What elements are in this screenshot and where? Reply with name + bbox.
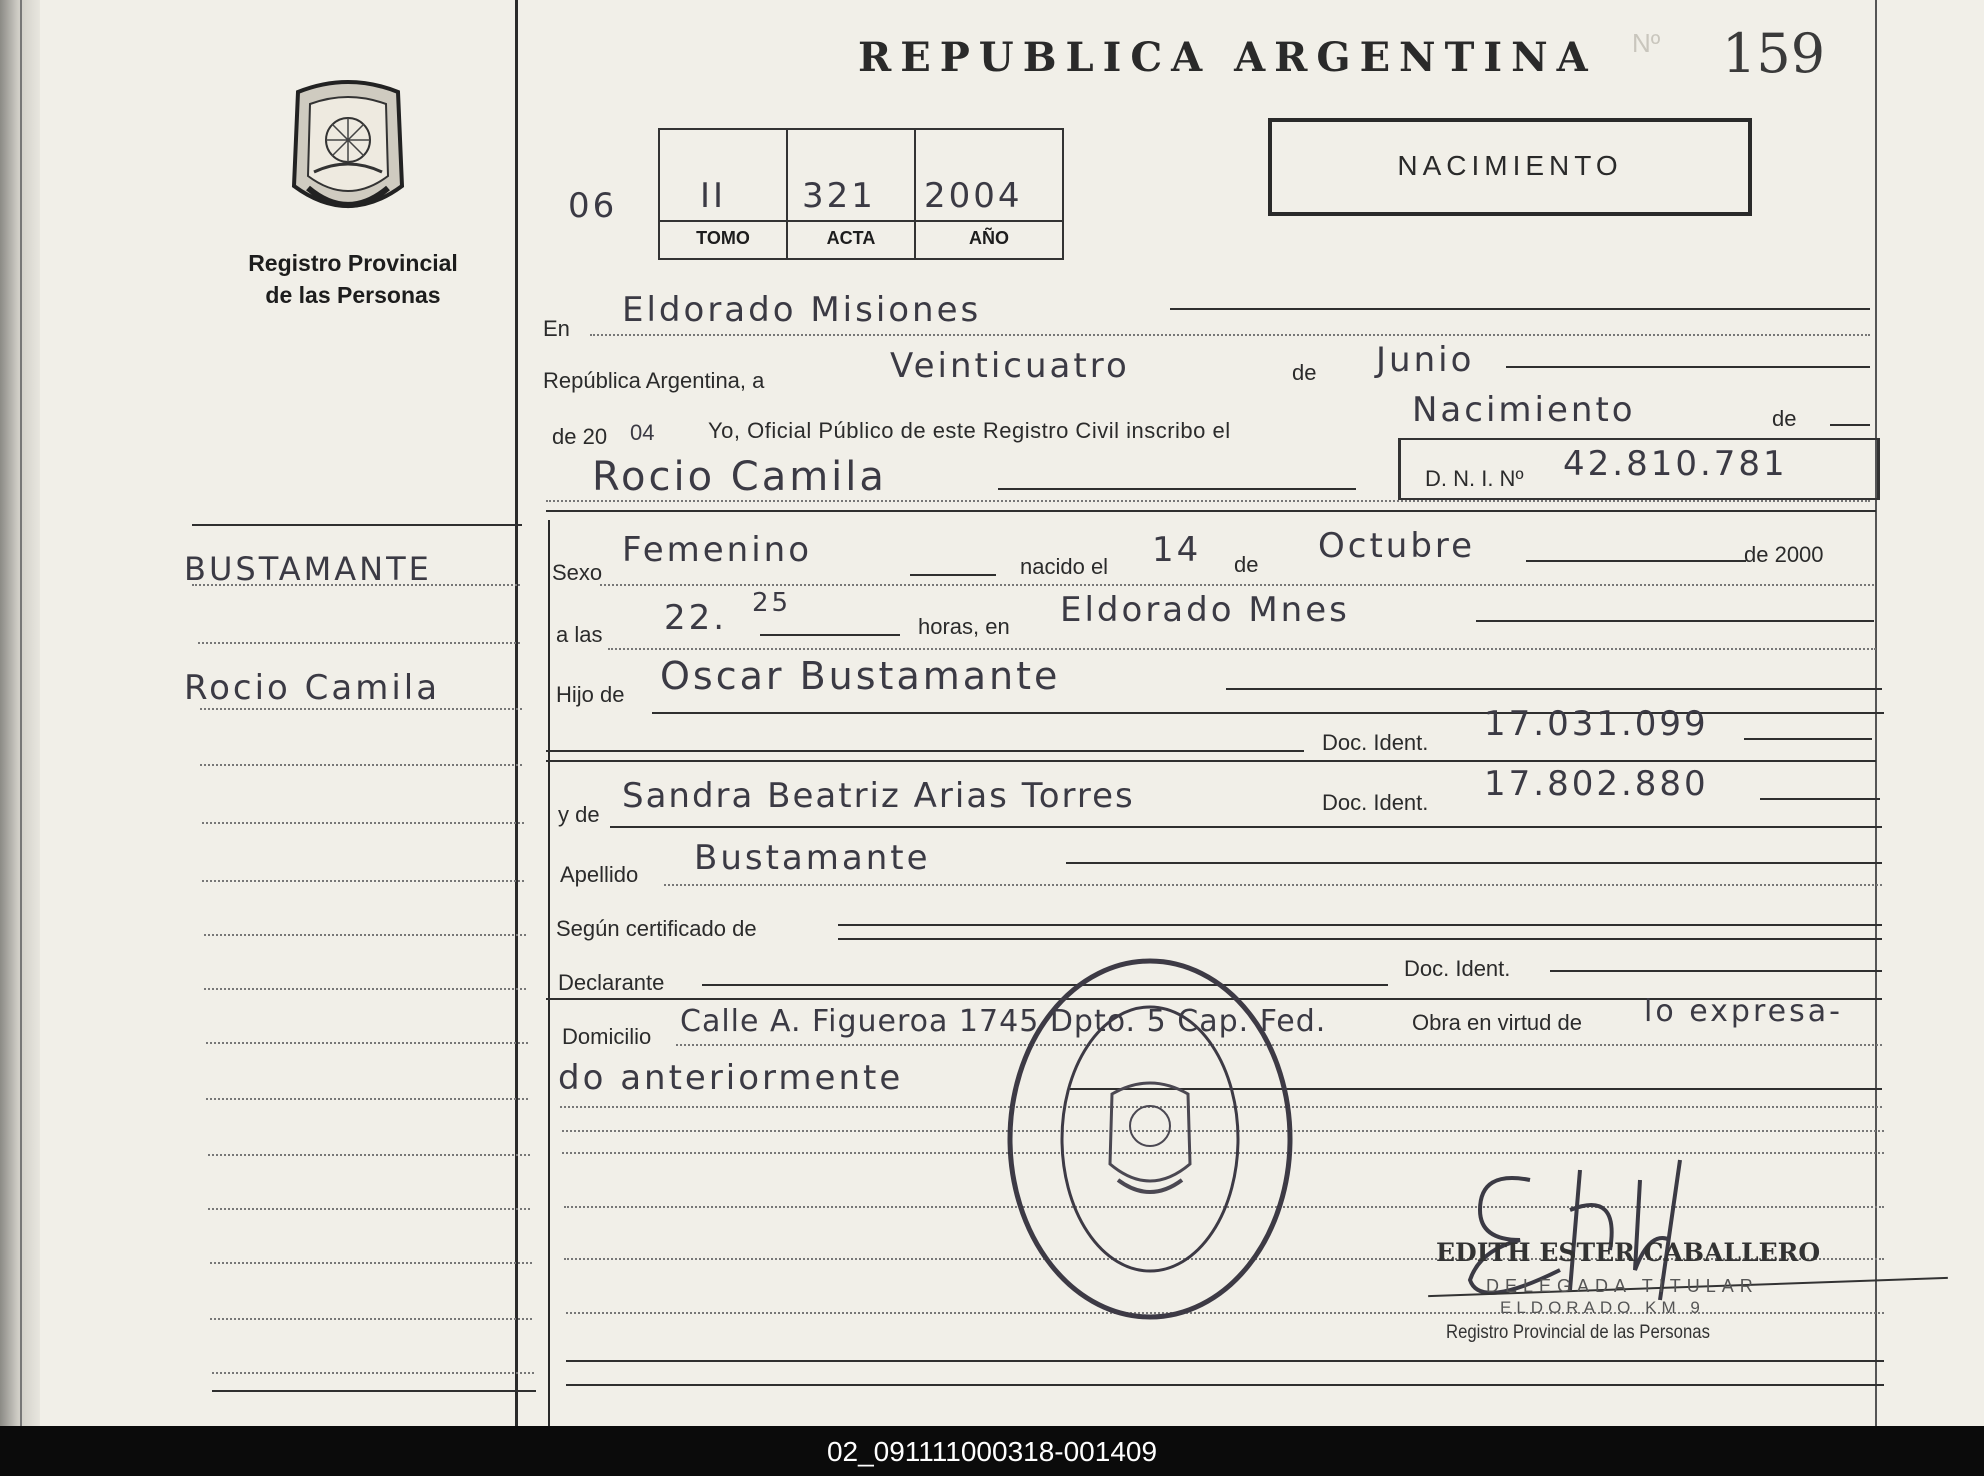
- horas-label: horas, en: [918, 614, 1010, 639]
- registry-name-line1: Registro Provincial: [248, 250, 458, 276]
- sexo-dotted: [600, 584, 1874, 586]
- sidebar-dot-11: [208, 1154, 530, 1156]
- acta-value: 321: [802, 176, 876, 216]
- tomo-value: II: [700, 176, 727, 216]
- sidebar-dot-3: [200, 708, 522, 710]
- declarante-label: Declarante: [558, 970, 665, 995]
- father-doc-label: Doc. Ident.: [1322, 730, 1429, 755]
- sidebar-dot-10: [206, 1098, 528, 1100]
- mother-rule: [610, 826, 1882, 828]
- obra-value-1: lo expresa-: [1644, 994, 1843, 1029]
- segun-line-2: [838, 938, 1882, 940]
- birth-day: 14: [1152, 530, 1202, 570]
- dni-label: D. N. I. Nº: [1425, 466, 1524, 491]
- birth-year-label: de 2000: [1744, 542, 1824, 567]
- dni-value: 42.810.781: [1563, 444, 1788, 484]
- declarante-doc-label: Doc. Ident.: [1404, 956, 1511, 981]
- sidebar-dot-7: [204, 934, 526, 936]
- en-line: [1170, 308, 1870, 310]
- segun-line-1: [838, 924, 1882, 926]
- father-bottom-rule: [546, 760, 1876, 762]
- ano-value: 2004: [924, 176, 1023, 216]
- a-las-label: a las: [556, 622, 603, 647]
- sidebar-dot-13: [210, 1262, 532, 1264]
- en-label: En: [543, 316, 570, 341]
- statement: Yo, Oficial Público de este Registro Civil inscribo el: [708, 418, 1231, 443]
- stamp-number: Nº: [1632, 28, 1661, 58]
- page-number: 159: [1722, 22, 1826, 85]
- sidebar-dot-15: [212, 1372, 534, 1374]
- birth-month: Octubre: [1318, 526, 1476, 566]
- declarante-doc-line: [1550, 970, 1882, 972]
- hour-value: 22.: [664, 598, 728, 638]
- sidebar-dot-4: [200, 764, 522, 766]
- month-line: [1506, 366, 1870, 368]
- sidebar-dot-5: [202, 822, 524, 824]
- day-value: Veinticuatro: [890, 346, 1130, 386]
- signatory-registry: Registro Provincial de las Personas: [1446, 1322, 1710, 1343]
- bottom-rule-2: [566, 1384, 1884, 1386]
- inscribe-value: Nacimiento: [1412, 390, 1636, 430]
- segun-label: Según certificado de: [556, 916, 757, 941]
- name-line: [998, 488, 1356, 490]
- father-line: [1226, 688, 1882, 690]
- de-label-2: de: [1772, 406, 1797, 431]
- name-rule: [546, 510, 1876, 512]
- bottom-rule-1: [566, 1360, 1884, 1362]
- birth-line: [1526, 560, 1746, 562]
- apellido-value: Bustamante: [694, 838, 931, 878]
- acta-label: ACTA: [826, 228, 876, 248]
- signatory-title: DELEGADA TITULAR: [1486, 1276, 1759, 1296]
- sidebar-surname: BUSTAMANTE: [184, 550, 432, 588]
- hour-line: [760, 634, 900, 636]
- apellido-line: [1066, 862, 1882, 864]
- signatory-name: EDITH ESTER CABALLERO: [1436, 1238, 1821, 1267]
- record-type: NACIMIENTO: [1397, 150, 1623, 181]
- year-prefix: de 20: [552, 424, 608, 449]
- binding-edge: [20, 0, 22, 1426]
- name-value: Rocio Camila: [592, 454, 887, 500]
- mother-doc-label: Doc. Ident.: [1322, 790, 1429, 815]
- column-divider-left: [515, 0, 518, 1426]
- year-suffix: 04: [630, 420, 655, 445]
- place-dotted: [608, 648, 1876, 650]
- republica-label: República Argentina, a: [543, 368, 765, 393]
- sidebar-dot-8: [204, 988, 526, 990]
- place-line: [1476, 620, 1874, 622]
- sidebar-dot-2: [198, 642, 520, 644]
- registry-seal: [1000, 954, 1300, 1324]
- signatory-office: ELDORADO KM 9: [1500, 1298, 1705, 1317]
- apellido-label: Apellido: [560, 862, 639, 887]
- sidebar-rule: [192, 524, 522, 526]
- sidebar-dot-12: [208, 1208, 530, 1210]
- apellido-dotted: [664, 884, 1882, 886]
- father-doc-rule: [546, 750, 1304, 752]
- inscribe-line: [1830, 424, 1870, 426]
- image-caption: 02_091111000318-001409: [826, 1436, 1158, 1467]
- domicilio-label: Domicilio: [562, 1024, 652, 1049]
- domicilio-value: Calle A. Figueroa 1745 Dpto. 5 Cap. Fed.: [680, 1004, 1327, 1039]
- father-doc: 17.031.099: [1484, 704, 1709, 744]
- father-doc-line: [1744, 738, 1872, 740]
- birth-place: Eldorado Mnes: [1060, 590, 1350, 630]
- en-dotted: [590, 334, 1870, 336]
- minute-value: 25: [752, 588, 792, 618]
- mother-name: Sandra Beatriz Arias Torres: [622, 776, 1135, 816]
- sexo-value: Femenino: [622, 530, 812, 570]
- tomo-acta-ano-table: [658, 128, 1064, 260]
- en-value: Eldorado Misiones: [622, 290, 982, 330]
- name-dotted: [546, 500, 1870, 502]
- nacido-label: nacido el: [1020, 554, 1109, 579]
- column-divider-inner: [548, 520, 550, 1426]
- registry-name-line2: de las Personas: [265, 282, 441, 308]
- header-title: REPUBLICA ARGENTINA: [858, 34, 1597, 81]
- y-de-label: y de: [558, 802, 600, 827]
- sexo-line: [910, 574, 996, 576]
- mother-doc: 17.802.880: [1484, 764, 1709, 804]
- sidebar-dot-6: [202, 880, 524, 882]
- sidebar-bottom-rule: [212, 1390, 536, 1392]
- record-type-box: [1268, 118, 1752, 216]
- mother-doc-line: [1760, 798, 1880, 800]
- sexo-label: Sexo: [552, 560, 603, 585]
- tomo-prefix: 06: [568, 186, 618, 226]
- sidebar-dot-1: [192, 584, 520, 586]
- sidebar-dot-9: [206, 1042, 528, 1044]
- hijo-label: Hijo de: [556, 682, 625, 707]
- tomo-label: TOMO: [696, 228, 750, 248]
- sidebar-dot-14: [210, 1318, 532, 1320]
- de-label: de: [1292, 360, 1317, 385]
- provincia-misiones-emblem: [278, 76, 418, 228]
- ano-label: AÑO: [969, 228, 1009, 248]
- obra-label: Obra en virtud de: [1412, 1010, 1582, 1035]
- de-label-3: de: [1234, 552, 1259, 577]
- obra-value-2: do anteriormente: [558, 1058, 904, 1098]
- father-name: Oscar Bustamante: [660, 654, 1061, 698]
- dni-box: [1398, 438, 1880, 500]
- month-value: Junio: [1376, 340, 1475, 380]
- sidebar-given-names: Rocio Camila: [184, 668, 441, 708]
